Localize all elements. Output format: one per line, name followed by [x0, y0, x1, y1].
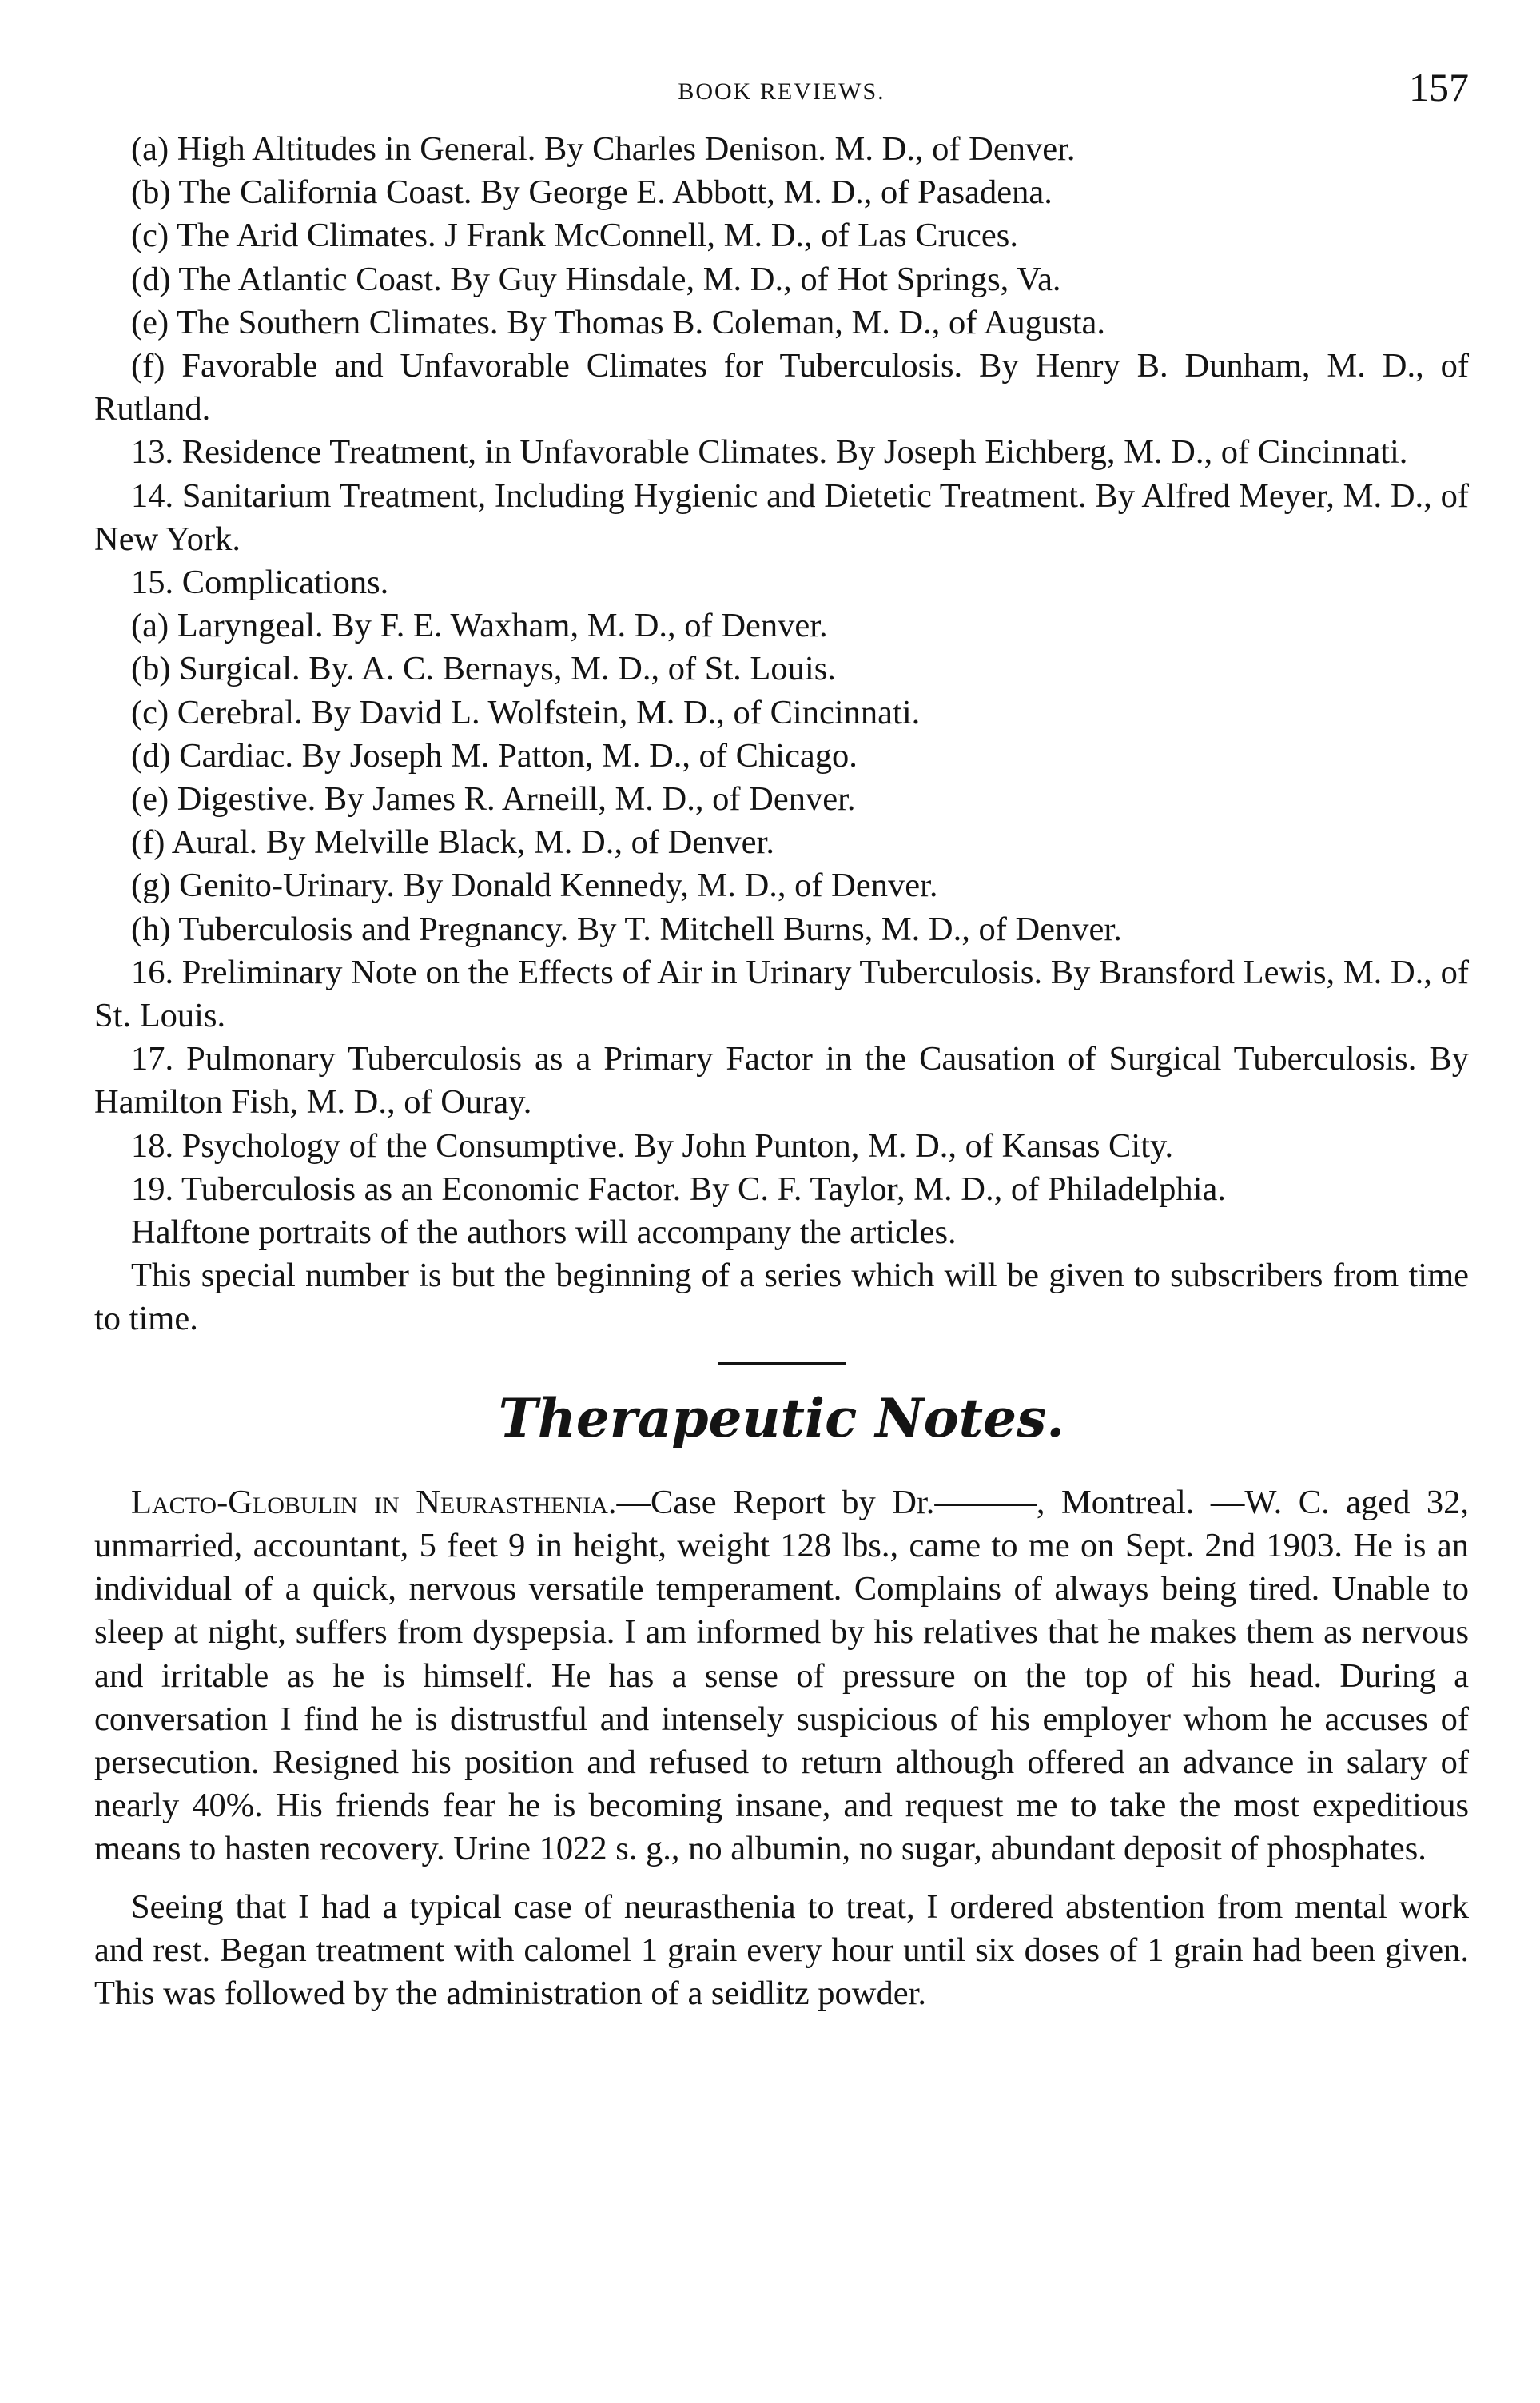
case-report-paragraph [94, 1481, 1469, 1871]
case-report-text: —Case Report by Dr.———, Montreal. —W. C. aged 32, unmarried, accountant, 5 feet 9 in height, weight 128 lbs., came to me on Sept. 2nd 1903. He is an individual of a quick, nervous versatile temperament. Complains of always being tired. Unable to sleep at night, suffers from dyspepsia. I am informed by his relatives that he makes them as nervous and irritable as he is himself. He has a sense of pressure on the top of his head. During a conversation I find he is distrustful and intensely suspicious of his employer whom he accuses of persecution. Resigned his position and refused to return although offered an advance in salary of nearly 40%. His friends fear he is becoming insane, and request me to take the most expeditious means to hasten recovery. Urine 1022 s. g., no albumin, no sugar, abundant deposit of phosphates. [94, 1483, 1469, 1868]
running-head [94, 56, 1469, 128]
book-page [94, 56, 1469, 2015]
page-number: 157 [1409, 65, 1469, 110]
contents-entry: 15. Complications. [131, 564, 389, 602]
contents-entry: 16. Preliminary Note on the Effects of Air in Urinary Tuberculosis. By Bransford Lewis, M. D., of St. Louis. [94, 953, 1469, 1035]
closing-note: Halftone portraits of the authors will accompany the articles. [131, 1213, 957, 1252]
article-body [94, 128, 1469, 2015]
contents-entry: (e) The Southern Climates. By Thomas B. Coleman, M. D., of Augusta. [131, 303, 1106, 341]
contents-entry: 17. Pulmonary Tuberculosis as a Primary Factor in the Causation of Surgical Tuberculosis. By Hamilton Fish, M. D., of Ouray. [94, 1040, 1469, 1122]
section-heading: Therapeutic Notes. [498, 1386, 1065, 1449]
contents-entry: (h) Tuberculosis and Pregnancy. By T. Mitchell Burns, M. D., of Denver. [131, 910, 1122, 948]
contents-entry: (a) Laryngeal. By F. E. Waxham, M. D., of Denver. [131, 607, 828, 645]
contents-entry: (b) The California Coast. By George E. Abbott, M. D., of Pasadena. [131, 173, 1053, 212]
closing-note: This special number is but the beginning of a series which will be given to subscribers from time to time. [94, 1257, 1469, 1338]
contents-entry: 18. Psychology of the Consumptive. By John Punton, M. D., of Kansas City. [131, 1126, 1174, 1165]
contents-entry: (d) The Atlantic Coast. By Guy Hinsdale, M. D., of Hot Springs, Va. [131, 260, 1061, 298]
running-title: BOOK REVIEWS. [678, 78, 885, 105]
contents-entry: 14. Sanitarium Treatment, Including Hygienic and Dietetic Treatment. By Alfred Meyer, M. D., of New York. [94, 476, 1469, 558]
contents-entry: (a) High Altitudes in General. By Charles Denison. M. D., of Denver. [131, 130, 1076, 168]
contents-entry: (e) Digestive. By James R. Arneill, M. D., of Denver. [131, 780, 856, 819]
closing-notes [94, 1211, 1469, 1341]
contents-entry: (g) Genito-Urinary. By Donald Kennedy, M. D., of Denver. [131, 867, 938, 905]
contents-entry: 19. Tuberculosis as an Economic Factor. By C. F. Taylor, M. D., of Philadelphia. [131, 1170, 1226, 1208]
contents-entry: (d) Cardiac. By Joseph M. Patton, M. D., of Chicago. [131, 736, 858, 775]
contents-entry: (b) Surgical. By. A. C. Bernays, M. D., of St. Louis. [131, 650, 836, 688]
contents-entry: (f) Favorable and Unfavorable Climates for Tuberculosis. By Henry B. Dunham, M. D., of Rutland. [94, 347, 1469, 428]
contents-entry: (c) The Arid Climates. J Frank McConnell, M. D., of Las Cruces. [131, 217, 1018, 255]
contents-entry: (c) Cerebral. By David L. Wolfstein, M. D., of Cincinnati. [131, 693, 921, 731]
case-report-lead-in: Lacto-Globulin in Neurasthenia. [131, 1483, 617, 1521]
contents-list [94, 128, 1469, 1211]
contents-entry: 13. Residence Treatment, in Unfavorable Climates. By Joseph Eichberg, M. D., of Cincinnati. [131, 433, 1408, 472]
treatment-paragraph: Seeing that I had a typical case of neurasthenia to treat, I ordered abstention from mental work and rest. Began treatment with calomel 1 grain every hour until six doses of 1 grain had been given. This was followed by the administration of a seidlitz powder. [94, 1887, 1469, 2012]
contents-entry: (f) Aural. By Melville Black, M. D., of Denver. [131, 823, 774, 862]
section-divider [718, 1362, 846, 1365]
